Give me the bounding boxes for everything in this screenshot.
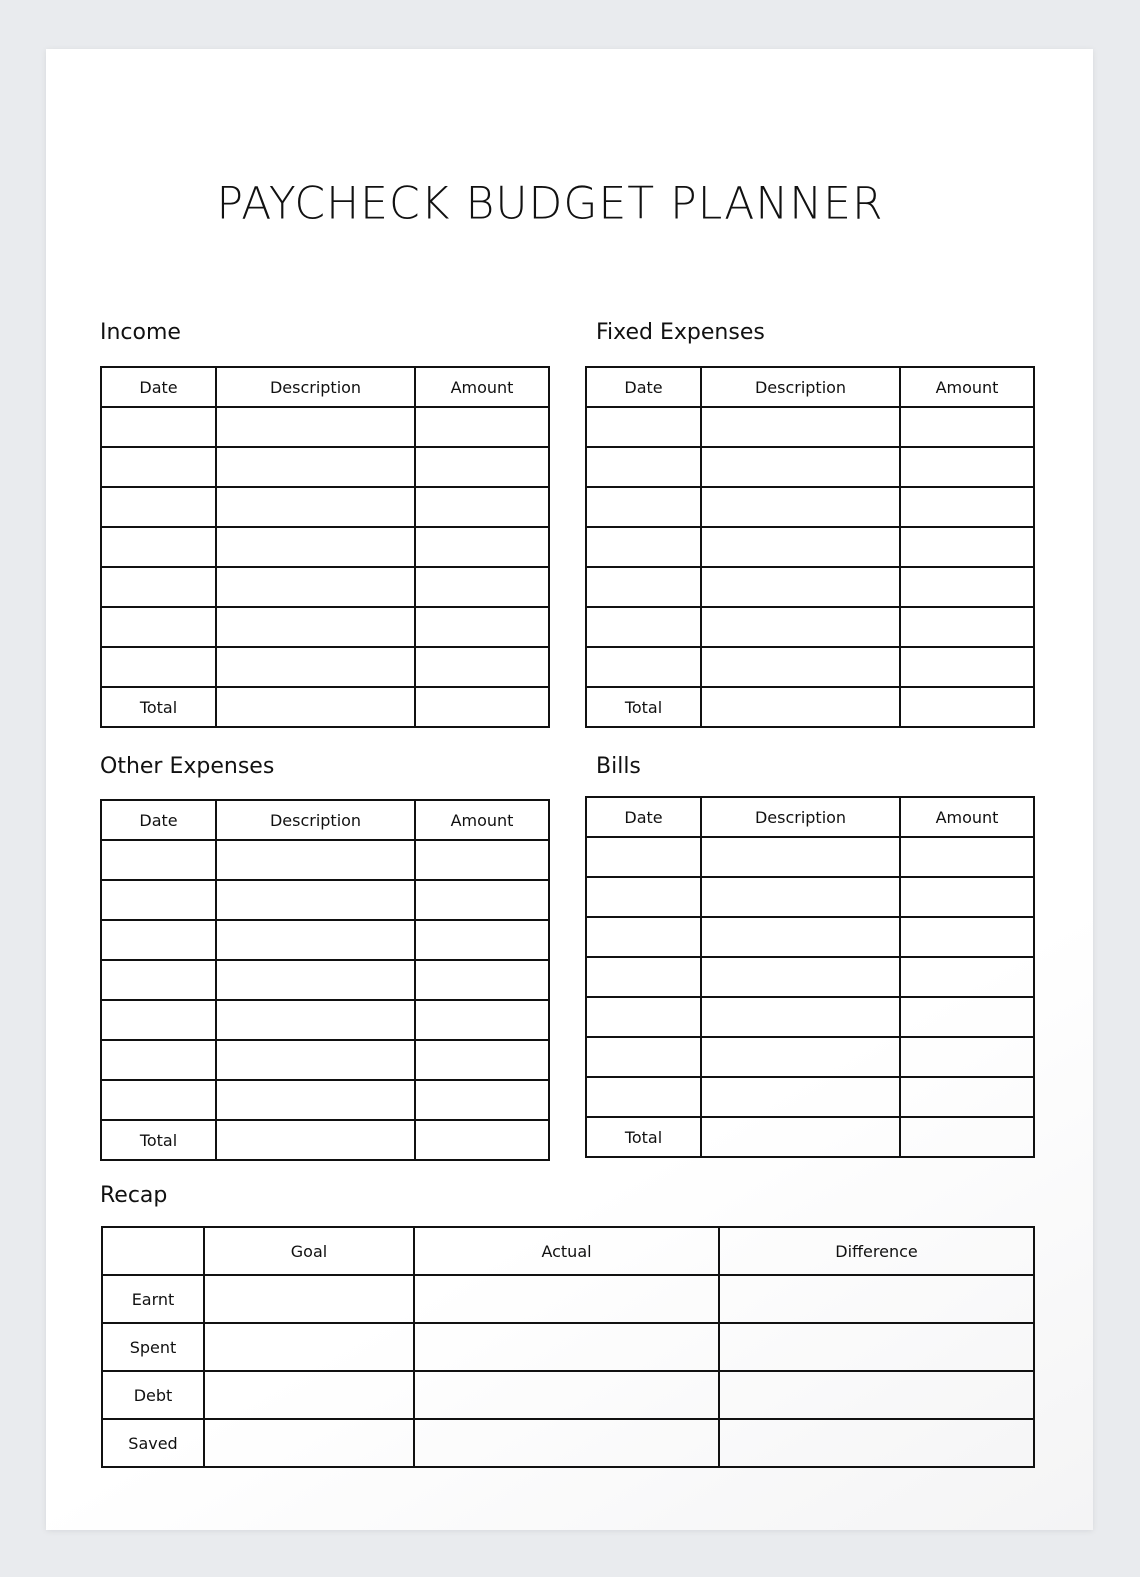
entry-row <box>586 1077 1034 1117</box>
amount-cell[interactable] <box>900 607 1034 647</box>
date-cell[interactable] <box>586 1077 701 1117</box>
table-header-row <box>101 367 549 407</box>
date-cell[interactable] <box>586 997 701 1037</box>
other-expenses-section-label: Other Expenses <box>100 754 275 779</box>
fixed-expenses-table <box>585 366 1035 728</box>
date-cell[interactable] <box>101 447 216 487</box>
date-cell[interactable] <box>101 960 216 1000</box>
total-description-cell[interactable] <box>216 687 415 727</box>
description-header: Description <box>701 797 900 837</box>
amount-cell[interactable] <box>900 957 1034 997</box>
recap-row-spent <box>102 1323 1034 1371</box>
entry-row <box>101 840 549 880</box>
total-label: Total <box>101 687 216 727</box>
description-cell[interactable] <box>701 527 900 567</box>
entry-row <box>586 647 1034 687</box>
amount-cell[interactable] <box>415 1040 549 1080</box>
entry-row <box>586 877 1034 917</box>
amount-cell[interactable] <box>415 407 549 447</box>
total-description-cell[interactable] <box>701 1117 900 1157</box>
difference-cell[interactable] <box>719 1419 1034 1467</box>
description-cell[interactable] <box>701 917 900 957</box>
description-cell[interactable] <box>216 1040 415 1080</box>
recap-row-debt <box>102 1371 1034 1419</box>
total-label: Total <box>586 1117 701 1157</box>
description-cell[interactable] <box>216 567 415 607</box>
amount-cell[interactable] <box>415 920 549 960</box>
actual-cell[interactable] <box>414 1323 719 1371</box>
date-header: Date <box>101 367 216 407</box>
total-amount-cell[interactable] <box>415 687 549 727</box>
entry-row <box>586 997 1034 1037</box>
amount-header: Amount <box>900 367 1034 407</box>
date-cell[interactable] <box>101 840 216 880</box>
entry-row <box>586 917 1034 957</box>
total-row <box>586 687 1034 727</box>
entry-row <box>586 567 1034 607</box>
description-cell[interactable] <box>216 407 415 447</box>
date-cell[interactable] <box>101 1000 216 1040</box>
entry-row <box>586 447 1034 487</box>
entry-row <box>586 487 1034 527</box>
actual-header: Actual <box>414 1227 719 1275</box>
description-cell[interactable] <box>216 527 415 567</box>
date-cell[interactable] <box>586 487 701 527</box>
amount-cell[interactable] <box>415 840 549 880</box>
actual-cell[interactable] <box>414 1371 719 1419</box>
date-cell[interactable] <box>586 607 701 647</box>
amount-cell[interactable] <box>900 447 1034 487</box>
entry-row <box>101 1080 549 1120</box>
date-cell[interactable] <box>101 647 216 687</box>
date-cell[interactable] <box>101 1040 216 1080</box>
description-cell[interactable] <box>216 647 415 687</box>
description-cell[interactable] <box>216 840 415 880</box>
entry-row <box>586 527 1034 567</box>
date-cell[interactable] <box>586 527 701 567</box>
amount-cell[interactable] <box>900 527 1034 567</box>
date-header: Date <box>586 797 701 837</box>
amount-cell[interactable] <box>900 1037 1034 1077</box>
date-cell[interactable] <box>101 920 216 960</box>
amount-cell[interactable] <box>415 1080 549 1120</box>
description-cell[interactable] <box>701 1077 900 1117</box>
description-cell[interactable] <box>701 567 900 607</box>
description-cell[interactable] <box>216 607 415 647</box>
date-header: Date <box>101 800 216 840</box>
table-header-row <box>102 1227 1034 1275</box>
goal-cell[interactable] <box>204 1419 414 1467</box>
entry-row <box>586 407 1034 447</box>
entry-row <box>586 957 1034 997</box>
entry-row <box>101 607 549 647</box>
amount-cell[interactable] <box>900 917 1034 957</box>
amount-cell[interactable] <box>900 997 1034 1037</box>
description-cell[interactable] <box>216 447 415 487</box>
amount-cell[interactable] <box>415 607 549 647</box>
amount-cell[interactable] <box>415 647 549 687</box>
row-label: Spent <box>102 1323 204 1371</box>
entry-row <box>586 1037 1034 1077</box>
other-expenses-table <box>100 799 550 1161</box>
page-title: PAYCHECK BUDGET PLANNER <box>216 177 884 230</box>
amount-cell[interactable] <box>900 407 1034 447</box>
description-cell[interactable] <box>216 880 415 920</box>
entry-row <box>101 407 549 447</box>
date-cell[interactable] <box>586 877 701 917</box>
bills-table <box>585 796 1035 1158</box>
bills-section-label: Bills <box>596 754 641 779</box>
recap-section-label: Recap <box>100 1183 168 1208</box>
amount-cell[interactable] <box>415 487 549 527</box>
total-description-cell[interactable] <box>701 687 900 727</box>
amount-cell[interactable] <box>900 1077 1034 1117</box>
description-cell[interactable] <box>216 960 415 1000</box>
total-label: Total <box>101 1120 216 1160</box>
date-cell[interactable] <box>101 880 216 920</box>
amount-header: Amount <box>415 367 549 407</box>
entry-row <box>586 837 1034 877</box>
goal-cell[interactable] <box>204 1323 414 1371</box>
income-table <box>100 366 550 728</box>
recap-row-earnt <box>102 1275 1034 1323</box>
amount-cell[interactable] <box>415 880 549 920</box>
goal-cell[interactable] <box>204 1371 414 1419</box>
entry-row <box>101 880 549 920</box>
description-header: Description <box>216 367 415 407</box>
goal-header: Goal <box>204 1227 414 1275</box>
description-cell[interactable] <box>216 1080 415 1120</box>
total-amount-cell[interactable] <box>415 1120 549 1160</box>
amount-header: Amount <box>415 800 549 840</box>
table-header-row <box>586 797 1034 837</box>
total-amount-cell[interactable] <box>900 687 1034 727</box>
description-cell[interactable] <box>701 997 900 1037</box>
entry-row <box>101 647 549 687</box>
entry-row <box>101 487 549 527</box>
description-cell[interactable] <box>701 447 900 487</box>
entry-row <box>101 960 549 1000</box>
description-cell[interactable] <box>701 607 900 647</box>
description-header: Description <box>701 367 900 407</box>
description-header: Description <box>216 800 415 840</box>
row-label: Earnt <box>102 1275 204 1323</box>
entry-row <box>101 527 549 567</box>
difference-cell[interactable] <box>719 1371 1034 1419</box>
total-row <box>586 1117 1034 1157</box>
amount-cell[interactable] <box>415 1000 549 1040</box>
entry-row <box>101 447 549 487</box>
description-cell[interactable] <box>701 877 900 917</box>
description-cell[interactable] <box>701 647 900 687</box>
total-amount-cell[interactable] <box>900 1117 1034 1157</box>
entry-row <box>101 1000 549 1040</box>
description-cell[interactable] <box>701 837 900 877</box>
amount-cell[interactable] <box>415 567 549 607</box>
description-cell[interactable] <box>216 1000 415 1040</box>
goal-cell[interactable] <box>204 1275 414 1323</box>
fixed-expenses-section-label: Fixed Expenses <box>596 320 765 345</box>
amount-cell[interactable] <box>415 527 549 567</box>
date-cell[interactable] <box>586 957 701 997</box>
entry-row <box>101 920 549 960</box>
amount-cell[interactable] <box>415 960 549 1000</box>
entry-row <box>101 1040 549 1080</box>
amount-cell[interactable] <box>900 837 1034 877</box>
entry-row <box>586 607 1034 647</box>
amount-cell[interactable] <box>900 877 1034 917</box>
date-header: Date <box>586 367 701 407</box>
date-cell[interactable] <box>586 837 701 877</box>
total-row <box>101 1120 549 1160</box>
actual-cell[interactable] <box>414 1419 719 1467</box>
amount-cell[interactable] <box>900 487 1034 527</box>
table-header-row <box>586 367 1034 407</box>
date-cell[interactable] <box>586 647 701 687</box>
recap-row-saved <box>102 1419 1034 1467</box>
amount-cell[interactable] <box>900 647 1034 687</box>
date-cell[interactable] <box>101 407 216 447</box>
recap-table <box>101 1226 1035 1468</box>
description-cell[interactable] <box>216 487 415 527</box>
entry-row <box>101 567 549 607</box>
date-cell[interactable] <box>101 527 216 567</box>
total-row <box>101 687 549 727</box>
income-section-label: Income <box>100 320 181 345</box>
description-cell[interactable] <box>701 407 900 447</box>
date-cell[interactable] <box>101 567 216 607</box>
date-cell[interactable] <box>586 917 701 957</box>
description-cell[interactable] <box>701 957 900 997</box>
date-cell[interactable] <box>101 487 216 527</box>
date-cell[interactable] <box>586 447 701 487</box>
row-label: Saved <box>102 1419 204 1467</box>
table-header-row <box>101 800 549 840</box>
date-cell[interactable] <box>101 607 216 647</box>
row-label: Debt <box>102 1371 204 1419</box>
amount-cell[interactable] <box>415 447 549 487</box>
date-cell[interactable] <box>586 1037 701 1077</box>
description-cell[interactable] <box>701 487 900 527</box>
difference-cell[interactable] <box>719 1323 1034 1371</box>
total-description-cell[interactable] <box>216 1120 415 1160</box>
amount-cell[interactable] <box>900 567 1034 607</box>
description-cell[interactable] <box>701 1037 900 1077</box>
difference-cell[interactable] <box>719 1275 1034 1323</box>
total-label: Total <box>586 687 701 727</box>
difference-header: Difference <box>719 1227 1034 1275</box>
actual-cell[interactable] <box>414 1275 719 1323</box>
corner-header <box>102 1227 204 1275</box>
amount-header: Amount <box>900 797 1034 837</box>
description-cell[interactable] <box>216 920 415 960</box>
date-cell[interactable] <box>586 407 701 447</box>
date-cell[interactable] <box>101 1080 216 1120</box>
date-cell[interactable] <box>586 567 701 607</box>
